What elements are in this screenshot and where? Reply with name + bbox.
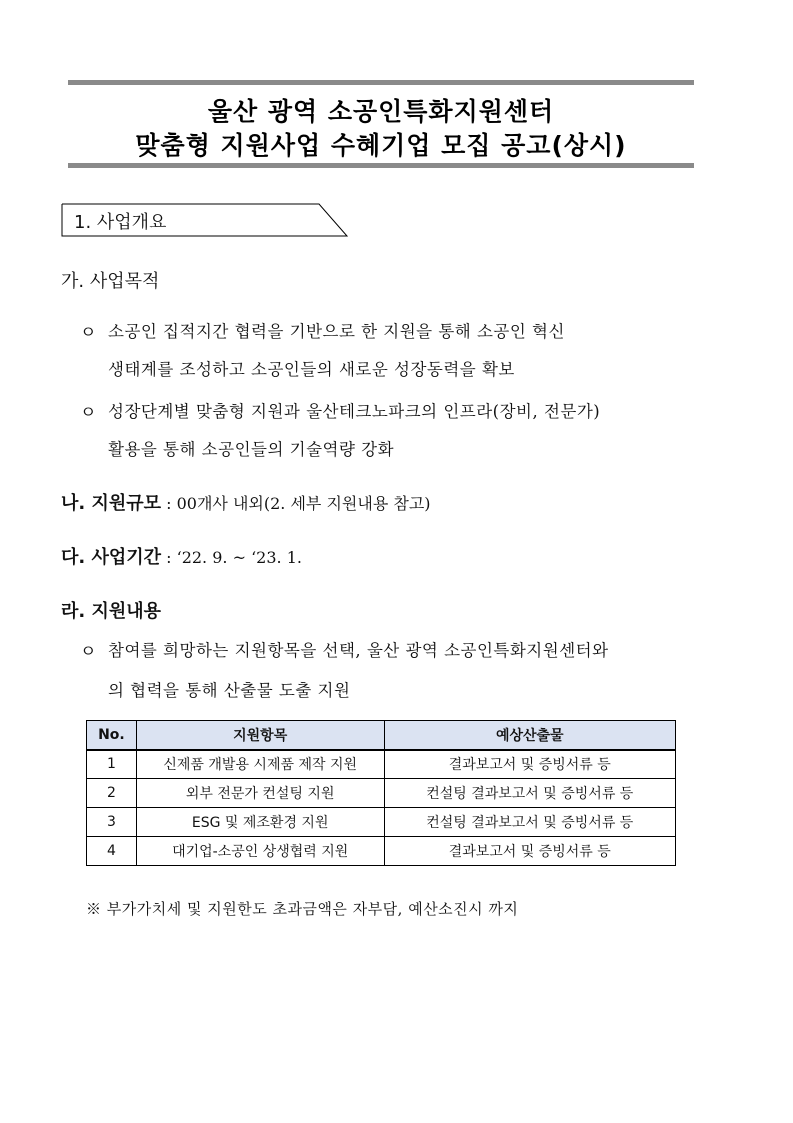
page-title-line1: 울산 광역 소공인특화지원센터 xyxy=(207,97,555,126)
heading-scale-text: : 00개사 내외(2. 세부 지원내용 참고) xyxy=(161,494,431,513)
heading-content xyxy=(61,597,161,623)
footnote: ※ 부가가치세 및 지원한도 초과금액은 자부담, 예산소진시 까지 xyxy=(86,900,519,918)
table-header-output: 예상산출물 xyxy=(384,721,675,750)
table-cell-output: 결과보고서 및 증빙서류 등 xyxy=(384,750,675,779)
page-title-line2: 맞춤형 지원사업 수혜기업 모집 공고(상시) xyxy=(135,131,627,160)
heading-scale-label: 나. 지원규모 xyxy=(61,493,162,514)
table-header-no: No. xyxy=(87,721,137,750)
content-line2: 의 협력을 통해 산출물 도출 지원 xyxy=(108,681,351,700)
table-cell-item: ESG 및 제조환경 지원 xyxy=(136,808,384,837)
table-cell-item: 대기업-소공인 상생협력 지원 xyxy=(136,837,384,866)
table-row xyxy=(87,779,676,808)
section-heading-overview xyxy=(61,203,349,237)
bullet-icon: ㅇ xyxy=(80,642,97,662)
purpose-item-2-line2: 활용을 통해 소공인들의 기술역량 강화 xyxy=(108,440,395,459)
table-cell-item: 신제품 개발용 시제품 제작 지원 xyxy=(136,750,384,779)
section-heading-label: 1. 사업개요 xyxy=(74,212,167,233)
table-cell-output: 결과보고서 및 증빙서류 등 xyxy=(384,837,675,866)
title-box xyxy=(68,80,694,168)
heading-period xyxy=(61,543,302,569)
heading-period-label: 다. 사업기간 xyxy=(61,547,162,568)
table-cell-output: 컨설팅 결과보고서 및 증빙서류 등 xyxy=(384,779,675,808)
table-cell-output: 컨설팅 결과보고서 및 증빙서류 등 xyxy=(384,808,675,837)
table-row xyxy=(87,750,676,779)
content-line1: 참여를 희망하는 지원항목을 선택, 울산 광역 소공인특화지원센터와 xyxy=(108,641,609,660)
support-items-table xyxy=(86,720,676,866)
table-cell-item: 외부 전문가 컨설팅 지원 xyxy=(136,779,384,808)
heading-scale xyxy=(61,489,431,515)
heading-purpose xyxy=(61,267,159,293)
heading-content-label: 라. 지원내용 xyxy=(61,601,162,622)
table-header-item: 지원항목 xyxy=(136,721,384,750)
table-cell-no: 1 xyxy=(87,750,137,779)
table-cell-no: 3 xyxy=(87,808,137,837)
heading-period-text: : ‘22. 9. ~ ‘23. 1. xyxy=(161,548,302,567)
table-cell-no: 2 xyxy=(87,779,137,808)
purpose-item-1-line1: 소공인 집적지간 협력을 기반으로 한 지원을 통해 소공인 혁신 xyxy=(108,322,565,341)
table-row xyxy=(87,808,676,837)
purpose-item-1-line2: 생태계를 조성하고 소공인들의 새로운 성장동력을 확보 xyxy=(108,360,515,379)
bullet-icon: ㅇ xyxy=(80,323,97,343)
table-cell-no: 4 xyxy=(87,837,137,866)
bullet-icon: ㅇ xyxy=(80,403,97,423)
table-header-row xyxy=(87,721,676,750)
table-row xyxy=(87,837,676,866)
purpose-item-2-line1: 성장단계별 맞춤형 지원과 울산테크노파크의 인프라(장비, 전문가) xyxy=(108,402,601,421)
heading-purpose-label: 가. 사업목적 xyxy=(61,271,160,292)
